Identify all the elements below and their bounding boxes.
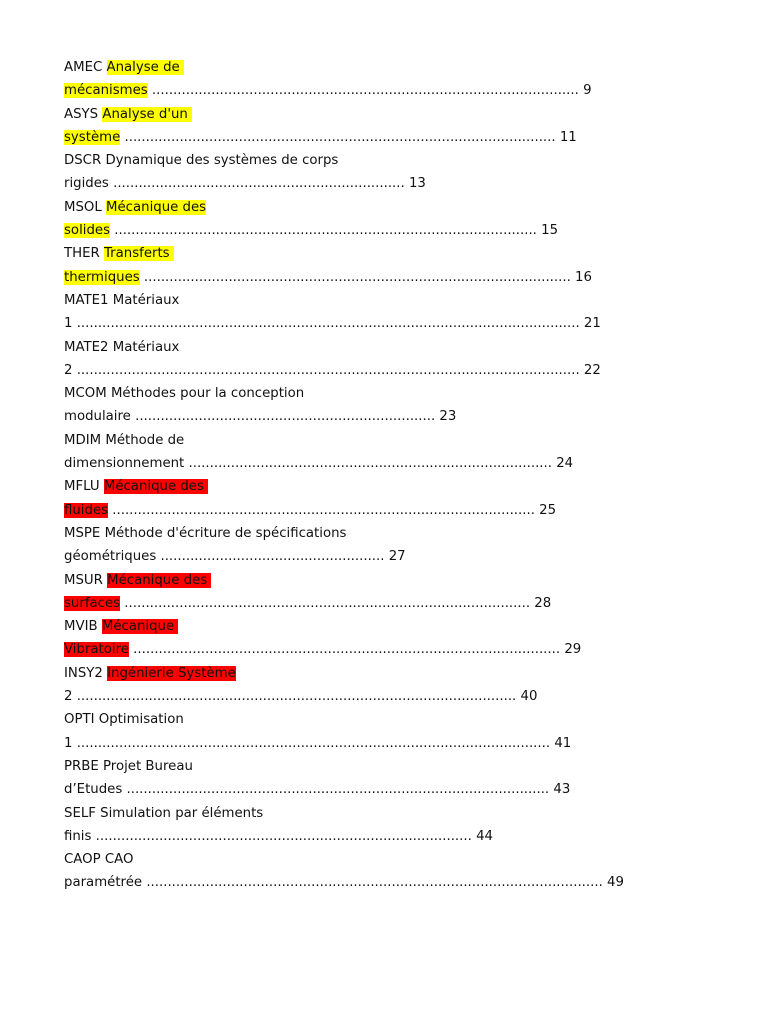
course-code: MCOM [64,386,107,402]
course-code: AMEC [64,60,103,75]
toc-entry-page-line [64,79,704,102]
page-number: 16 [575,269,592,285]
course-title: Optimisation [98,712,184,728]
toc-entry-page-line [64,592,704,615]
toc-entry[interactable] [64,429,704,476]
course-title-continuation: 1 [64,735,73,751]
toc-entry-page-line [64,732,704,755]
course-title: Mécanique [101,619,179,635]
course-title-continuation: solides [64,223,111,239]
toc-entry-page-line [64,405,704,428]
toc-entry-heading [64,382,704,405]
page-number: 13 [408,176,426,192]
toc-entry-page-line [64,778,704,801]
page-number: 28 [534,595,552,611]
toc-entry-heading [64,848,704,871]
page-number: 9 [583,83,592,99]
page-number: 11 [559,129,577,145]
page-number: 22 [583,362,601,378]
dot-leaders: ............................................................................................................ [142,875,608,891]
dot-leaders: .................................................................................................... [110,223,542,239]
toc-entry[interactable] [64,196,704,243]
toc-entry-heading [64,56,704,79]
toc-entry-heading [64,149,704,172]
dot-leaders: ..................................................................... [108,176,409,192]
dot-leaders: ..................................................................................................... [139,269,576,285]
page-number: 40 [520,689,538,705]
course-title: Matériaux [112,339,180,355]
course-title: CAO [104,852,134,868]
page-number: 24 [556,456,574,472]
course-title-continuation: dimensionnement [64,456,185,472]
page-number: 15 [541,223,559,239]
toc-entry-page-line [64,126,704,149]
page-number: 21 [583,316,601,332]
toc-entry-heading [64,522,704,545]
course-title: Analyse de [106,60,184,75]
course-title-continuation: géométriques [64,549,157,565]
toc-entry[interactable] [64,149,704,196]
toc-entry[interactable] [64,522,704,569]
dot-leaders: ......................................................................................... [91,828,477,844]
course-code: MSOL [64,199,102,215]
course-code: OPTI [64,712,95,728]
course-title: Méthode de [105,432,185,448]
toc-entry-heading [64,196,704,219]
toc-entry[interactable] [64,615,704,662]
dot-leaders: ................................................................................................................ [72,735,555,751]
dot-leaders: ....................................................................................................................... [72,316,584,332]
toc-entry-page-line [64,219,704,242]
course-code: PRBE [64,758,99,774]
toc-entry-heading [64,336,704,359]
toc-entry[interactable] [64,289,704,336]
course-title-continuation: fluides [64,502,109,518]
toc-entry-page-line [64,685,704,708]
page-number: 27 [388,549,406,565]
toc-entry[interactable] [64,848,704,895]
dot-leaders: .................................................................................................... [108,502,540,518]
toc-entry-heading [64,569,704,592]
page-number: 23 [439,409,457,425]
dot-leaders: ........................................................................................................ [72,689,521,705]
toc-entry-page-line [64,359,704,382]
course-title: Ingénierie Système [107,665,236,681]
course-title-continuation: thermiques [64,269,140,285]
dot-leaders: ..................................................... [156,549,389,565]
course-title-continuation: modulaire [64,409,131,425]
toc-entry[interactable] [64,802,704,849]
course-code: MSPE [64,525,101,541]
toc-entry-page-line [64,172,704,195]
dot-leaders: ....................................................................... [130,409,440,425]
course-title-continuation: paramétrée [64,875,143,891]
toc-entry-heading [64,289,704,312]
course-code: CAOP [64,852,101,868]
course-title-continuation: surfaces [64,595,121,611]
course-title: Mécanique des [107,572,212,588]
course-code: SELF [64,805,96,821]
course-title-continuation: Vibratoire [64,642,129,658]
toc-entry[interactable] [64,103,704,150]
course-title-continuation: finis [64,828,92,844]
course-code: MATE2 [64,339,109,355]
toc-entry-heading [64,802,704,825]
page-number: 41 [554,735,572,751]
page-number: 44 [476,828,493,844]
toc-entry-page-line [64,545,704,568]
toc-entry[interactable] [64,662,704,709]
toc-entry-heading [64,662,704,685]
toc-entry-page-line [64,825,704,848]
course-code: INSY2 [64,665,103,681]
toc-entry-page-line [64,871,704,894]
toc-entry-heading [64,615,704,638]
toc-entry-page-line [64,452,704,475]
toc-entry[interactable] [64,569,704,616]
toc-entry[interactable] [64,242,704,289]
toc-entry-heading [64,242,704,265]
toc-entry[interactable] [64,336,704,383]
toc-entry[interactable] [64,755,704,802]
toc-entry-page-line [64,266,704,289]
course-code: DSCR [64,153,102,169]
toc-entry-page-line [64,638,704,661]
course-title-continuation: 2 [64,689,73,705]
course-title: Projet Bureau [103,758,193,774]
toc-entry[interactable] [64,56,704,103]
toc-entry-heading [64,103,704,126]
course-title: Matériaux [112,292,180,308]
toc-entry[interactable] [64,708,704,755]
page-number: 25 [539,502,557,518]
course-title: Simulation par éléments [100,805,264,821]
course-code: MDIM [64,432,102,448]
dot-leaders: ...................................................................................................... [120,129,560,145]
toc-entry-heading [64,708,704,731]
dot-leaders: ....................................................................................................................... [72,362,584,378]
course-title-continuation: d’Etudes [64,782,123,798]
course-title: Dynamique des systèmes de corps [105,153,339,169]
course-code: MSUR [64,572,103,588]
toc-entry-page-line [64,312,704,335]
dot-leaders: ................................................................................................ [120,595,535,611]
toc-entry[interactable] [64,475,704,522]
toc-entry-page-line [64,499,704,522]
course-code: ASYS [64,106,99,122]
course-title: Transferts [104,246,174,262]
course-title-continuation: mécanismes [64,83,148,99]
dot-leaders: ..................................................................................................... [147,83,584,99]
course-title-continuation: 2 [64,362,73,378]
course-code: MVIB [64,619,98,635]
page-number: 49 [607,875,624,891]
course-title: Mécanique des [106,199,207,215]
toc-entry[interactable] [64,382,704,429]
toc-entry-heading [64,755,704,778]
toc-entry-heading [64,429,704,452]
course-code: THER [64,246,100,262]
table-of-contents [64,56,704,895]
course-title-continuation: rigides [64,176,109,192]
dot-leaders: ...................................................................................... [184,456,557,472]
course-title-continuation: 1 [64,316,73,332]
course-code: MFLU [64,479,100,495]
course-title: Méthodes pour la conception [110,386,305,402]
course-title: Analyse d'un [102,106,193,122]
course-code: MATE1 [64,292,109,308]
page-number: 29 [564,642,582,658]
dot-leaders: ..................................................................................................... [128,642,565,658]
course-title: Mécanique des [103,479,209,495]
toc-entry-heading [64,475,704,498]
dot-leaders: .................................................................................................... [122,782,554,798]
course-title: Méthode d'écriture de spécifications [104,525,347,541]
course-title-continuation: système [64,129,121,145]
page-number: 43 [553,782,571,798]
